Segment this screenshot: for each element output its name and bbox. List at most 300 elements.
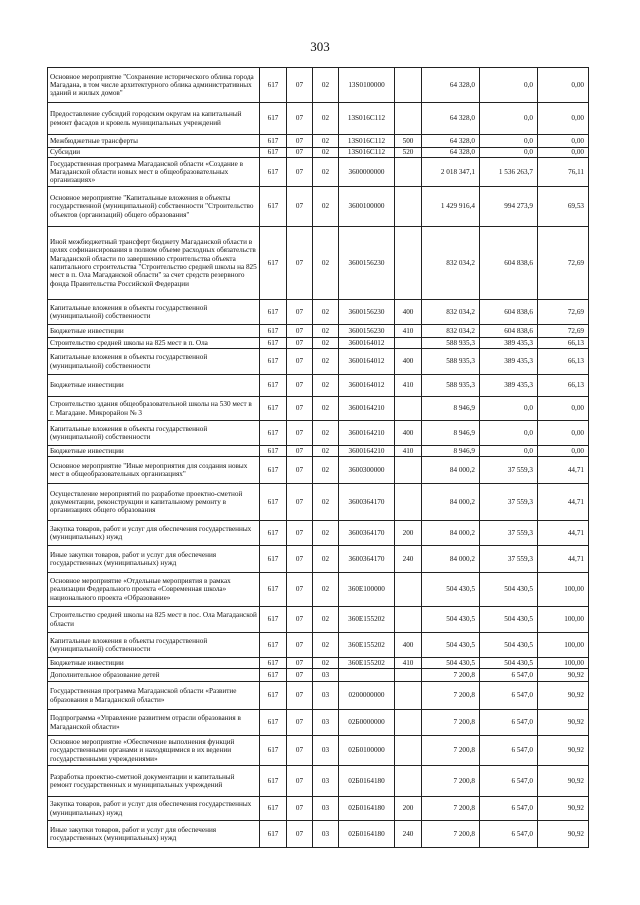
expense-type-code <box>395 158 422 187</box>
actual-amount: 389 435,3 <box>480 375 538 397</box>
subsection-code: 03 <box>313 669 339 682</box>
ministry-code: 617 <box>260 821 287 848</box>
section-code: 07 <box>287 821 313 848</box>
ministry-code: 617 <box>260 325 287 338</box>
target-article-code <box>339 669 395 682</box>
execution-percent: 44,71 <box>538 484 589 521</box>
target-article-code: 13S016C112 <box>339 135 395 148</box>
table-row <box>48 446 589 457</box>
actual-amount: 0,0 <box>480 103 538 135</box>
actual-amount: 6 547,0 <box>480 682 538 710</box>
plan-amount: 1 429 916,4 <box>422 187 480 227</box>
expense-type-code: 520 <box>395 148 422 158</box>
table-row <box>48 821 589 848</box>
table-row <box>48 573 589 607</box>
execution-percent: 90,92 <box>538 766 589 797</box>
subsection-code: 02 <box>313 484 339 521</box>
page-number: 303 <box>310 39 330 54</box>
actual-amount: 6 547,0 <box>480 710 538 736</box>
execution-percent: 90,92 <box>538 710 589 736</box>
actual-amount: 6 547,0 <box>480 821 538 848</box>
target-article-code: 02Б0164180 <box>339 821 395 848</box>
execution-percent: 0,00 <box>538 68 589 103</box>
table-row <box>48 607 589 633</box>
execution-percent: 100,00 <box>538 607 589 633</box>
execution-percent: 90,92 <box>538 682 589 710</box>
target-article-code: 02Б0000000 <box>339 710 395 736</box>
execution-percent: 100,00 <box>538 633 589 658</box>
plan-amount: 8 946,9 <box>422 446 480 457</box>
ministry-code: 617 <box>260 397 287 421</box>
table-row <box>48 349 589 375</box>
target-article-code: 360E155202 <box>339 658 395 669</box>
expense-type-code <box>395 397 422 421</box>
subsection-code: 02 <box>313 633 339 658</box>
ministry-code: 617 <box>260 158 287 187</box>
subsection-code: 02 <box>313 375 339 397</box>
expense-type-code: 410 <box>395 325 422 338</box>
subsection-code: 03 <box>313 766 339 797</box>
ministry-code: 617 <box>260 227 287 300</box>
plan-amount: 504 430,5 <box>422 658 480 669</box>
ministry-code: 617 <box>260 375 287 397</box>
ministry-code: 617 <box>260 148 287 158</box>
expense-type-code: 200 <box>395 521 422 546</box>
ministry-code: 617 <box>260 658 287 669</box>
row-name: Иные закупки товаров, работ и услуг для обеспечения государственных (муниципальных) нужд <box>48 546 260 573</box>
target-article-code: 13S016C112 <box>339 148 395 158</box>
ministry-code: 617 <box>260 710 287 736</box>
row-name: Бюджетные инвестиции <box>48 658 260 669</box>
table-row <box>48 797 589 821</box>
table-row <box>48 484 589 521</box>
subsection-code: 03 <box>313 797 339 821</box>
plan-amount: 504 430,5 <box>422 573 480 607</box>
actual-amount: 37 559,3 <box>480 546 538 573</box>
table-row <box>48 227 589 300</box>
row-name: Строительство средней школы на 825 мест в пос. Ола Магаданской области <box>48 607 260 633</box>
section-code: 07 <box>287 421 313 446</box>
actual-amount: 1 536 263,7 <box>480 158 538 187</box>
section-code: 07 <box>287 375 313 397</box>
row-name: Межбюджетные трансферты <box>48 135 260 148</box>
ministry-code: 617 <box>260 421 287 446</box>
section-code: 07 <box>287 446 313 457</box>
expense-type-code: 500 <box>395 135 422 148</box>
plan-amount: 84 000,2 <box>422 457 480 484</box>
row-name: Бюджетные инвестиции <box>48 375 260 397</box>
execution-percent: 0,00 <box>538 446 589 457</box>
section-code: 07 <box>287 484 313 521</box>
plan-amount: 504 430,5 <box>422 633 480 658</box>
table-row <box>48 658 589 669</box>
table-row <box>48 421 589 446</box>
subsection-code: 02 <box>313 457 339 484</box>
plan-amount: 832 034,2 <box>422 227 480 300</box>
actual-amount: 504 430,5 <box>480 633 538 658</box>
execution-percent: 72,69 <box>538 227 589 300</box>
expense-type-code <box>395 573 422 607</box>
ministry-code: 617 <box>260 669 287 682</box>
execution-percent: 0,00 <box>538 397 589 421</box>
plan-amount: 84 000,2 <box>422 521 480 546</box>
execution-percent: 66,13 <box>538 375 589 397</box>
table-row <box>48 766 589 797</box>
target-article-code: 13S0100000 <box>339 68 395 103</box>
actual-amount: 504 430,5 <box>480 607 538 633</box>
plan-amount: 64 328,0 <box>422 103 480 135</box>
table-row <box>48 300 589 325</box>
section-code: 07 <box>287 300 313 325</box>
target-article-code: 02Б0164180 <box>339 766 395 797</box>
execution-percent: 44,71 <box>538 521 589 546</box>
target-article-code: 360E100000 <box>339 573 395 607</box>
target-article-code: 3600164210 <box>339 446 395 457</box>
row-name: Подпрограмма «Управление развитием отрасли образования в Магаданской области» <box>48 710 260 736</box>
row-name: Закупка товаров, работ и услуг для обеспечения государственных (муниципальных) нужд <box>48 797 260 821</box>
expense-type-code: 400 <box>395 633 422 658</box>
plan-amount: 64 328,0 <box>422 135 480 148</box>
target-article-code: 3600164210 <box>339 421 395 446</box>
subsection-code: 02 <box>313 658 339 669</box>
table-body <box>48 68 589 848</box>
subsection-code: 02 <box>313 349 339 375</box>
expense-type-code: 200 <box>395 797 422 821</box>
plan-amount: 504 430,5 <box>422 607 480 633</box>
table-row <box>48 710 589 736</box>
row-name: Иной межбюджетный трансферт бюджету Магаданской области в целях софинансирования в полном объеме расходных обязательств Магаданской области по завершению строительства объекта капитального строительства "Строительство средней школы на 825 мест в п. Ола Магаданской области" за счет средств резервного фонда Правительства Российской Федерации <box>48 227 260 300</box>
ministry-code: 617 <box>260 68 287 103</box>
plan-amount: 8 946,9 <box>422 421 480 446</box>
actual-amount: 994 273,9 <box>480 187 538 227</box>
budget-table <box>47 67 589 848</box>
ministry-code: 617 <box>260 633 287 658</box>
plan-amount: 64 328,0 <box>422 68 480 103</box>
subsection-code: 03 <box>313 736 339 766</box>
plan-amount: 2 018 347,1 <box>422 158 480 187</box>
actual-amount: 504 430,5 <box>480 658 538 669</box>
plan-amount: 7 200,8 <box>422 736 480 766</box>
ministry-code: 617 <box>260 573 287 607</box>
target-article-code: 360E155202 <box>339 607 395 633</box>
plan-amount: 7 200,8 <box>422 797 480 821</box>
actual-amount: 0,0 <box>480 68 538 103</box>
expense-type-code <box>395 736 422 766</box>
section-code: 07 <box>287 325 313 338</box>
actual-amount: 0,0 <box>480 397 538 421</box>
section-code: 07 <box>287 682 313 710</box>
table-row <box>48 158 589 187</box>
expense-type-code: 410 <box>395 658 422 669</box>
ministry-code: 617 <box>260 446 287 457</box>
section-code: 07 <box>287 633 313 658</box>
section-code: 07 <box>287 607 313 633</box>
section-code: 07 <box>287 103 313 135</box>
row-name: Государственная программа Магаданской области «Развитие образования в Магаданской области» <box>48 682 260 710</box>
subsection-code: 02 <box>313 148 339 158</box>
section-code: 07 <box>287 521 313 546</box>
execution-percent: 69,53 <box>538 187 589 227</box>
section-code: 07 <box>287 546 313 573</box>
actual-amount: 0,0 <box>480 421 538 446</box>
expense-type-code: 400 <box>395 421 422 446</box>
subsection-code: 02 <box>313 607 339 633</box>
plan-amount: 832 034,2 <box>422 300 480 325</box>
expense-type-code: 400 <box>395 349 422 375</box>
execution-percent: 72,69 <box>538 325 589 338</box>
execution-percent: 76,11 <box>538 158 589 187</box>
section-code: 07 <box>287 338 313 349</box>
subsection-code: 02 <box>313 227 339 300</box>
ministry-code: 617 <box>260 187 287 227</box>
expense-type-code <box>395 607 422 633</box>
target-article-code: 3600156230 <box>339 227 395 300</box>
row-name: Бюджетные инвестиции <box>48 325 260 338</box>
row-name: Дополнительное образование детей <box>48 669 260 682</box>
expense-type-code: 410 <box>395 375 422 397</box>
actual-amount: 37 559,3 <box>480 484 538 521</box>
table-row <box>48 736 589 766</box>
section-code: 07 <box>287 457 313 484</box>
execution-percent: 66,13 <box>538 349 589 375</box>
subsection-code: 02 <box>313 300 339 325</box>
section-code: 07 <box>287 187 313 227</box>
expense-type-code <box>395 669 422 682</box>
subsection-code: 02 <box>313 135 339 148</box>
section-code: 07 <box>287 349 313 375</box>
ministry-code: 617 <box>260 349 287 375</box>
actual-amount: 6 547,0 <box>480 797 538 821</box>
section-code: 07 <box>287 736 313 766</box>
target-article-code: 3600364170 <box>339 484 395 521</box>
target-article-code: 3600164012 <box>339 338 395 349</box>
table-row <box>48 546 589 573</box>
row-name: Субсидии <box>48 148 260 158</box>
plan-amount: 7 200,8 <box>422 766 480 797</box>
target-article-code: 02Б0100000 <box>339 736 395 766</box>
section-code: 07 <box>287 135 313 148</box>
subsection-code: 02 <box>313 421 339 446</box>
expense-type-code: 400 <box>395 300 422 325</box>
target-article-code: 3600364170 <box>339 521 395 546</box>
table-row <box>48 375 589 397</box>
row-name: Капитальные вложения в объекты государственной (муниципальной) собственности <box>48 421 260 446</box>
actual-amount: 0,0 <box>480 135 538 148</box>
row-name: Основное мероприятие "Иные мероприятия для создания новых мест в общеобразовательных организациях" <box>48 457 260 484</box>
plan-amount: 64 328,0 <box>422 148 480 158</box>
target-article-code: 3600164012 <box>339 375 395 397</box>
actual-amount: 6 547,0 <box>480 766 538 797</box>
section-code: 07 <box>287 397 313 421</box>
expense-type-code <box>395 68 422 103</box>
row-name: Бюджетные инвестиции <box>48 446 260 457</box>
row-name: Капитальные вложения в объекты государственной (муниципальной) собственности <box>48 633 260 658</box>
execution-percent: 0,00 <box>538 421 589 446</box>
execution-percent: 90,92 <box>538 736 589 766</box>
section-code: 07 <box>287 573 313 607</box>
row-name: Закупка товаров, работ и услуг для обеспечения государственных (муниципальных) нужд <box>48 521 260 546</box>
target-article-code: 02Б0164180 <box>339 797 395 821</box>
section-code: 07 <box>287 766 313 797</box>
ministry-code: 617 <box>260 338 287 349</box>
actual-amount: 604 838,6 <box>480 300 538 325</box>
target-article-code: 0200000000 <box>339 682 395 710</box>
row-name: Строительство средней школы на 825 мест в п. Ола <box>48 338 260 349</box>
target-article-code: 3600000000 <box>339 158 395 187</box>
ministry-code: 617 <box>260 766 287 797</box>
ministry-code: 617 <box>260 135 287 148</box>
subsection-code: 03 <box>313 710 339 736</box>
section-code: 07 <box>287 658 313 669</box>
target-article-code: 13S016C112 <box>339 103 395 135</box>
expense-type-code <box>395 187 422 227</box>
section-code: 07 <box>287 669 313 682</box>
ministry-code: 617 <box>260 607 287 633</box>
actual-amount: 37 559,3 <box>480 457 538 484</box>
section-code: 07 <box>287 797 313 821</box>
section-code: 07 <box>287 227 313 300</box>
table-row <box>48 457 589 484</box>
table-row <box>48 669 589 682</box>
execution-percent: 0,00 <box>538 148 589 158</box>
plan-amount: 7 200,8 <box>422 710 480 736</box>
table-row <box>48 103 589 135</box>
expense-type-code <box>395 457 422 484</box>
plan-amount: 588 935,3 <box>422 338 480 349</box>
row-name: Капитальные вложения в объекты государственной (муниципальной) собственности <box>48 349 260 375</box>
table-row <box>48 187 589 227</box>
subsection-code: 02 <box>313 325 339 338</box>
expense-type-code: 240 <box>395 546 422 573</box>
subsection-code: 02 <box>313 546 339 573</box>
subsection-code: 02 <box>313 446 339 457</box>
ministry-code: 617 <box>260 484 287 521</box>
expense-type-code: 410 <box>395 446 422 457</box>
table-row <box>48 68 589 103</box>
ministry-code: 617 <box>260 546 287 573</box>
execution-percent: 44,71 <box>538 546 589 573</box>
target-article-code: 3600164210 <box>339 397 395 421</box>
execution-percent: 44,71 <box>538 457 589 484</box>
expense-type-code <box>395 682 422 710</box>
actual-amount: 0,0 <box>480 446 538 457</box>
row-name: Основное мероприятие «Обеспечение выполнения функций государственными органами и находящимися в их ведении государственными учреждениями» <box>48 736 260 766</box>
execution-percent: 66,13 <box>538 338 589 349</box>
plan-amount: 84 000,2 <box>422 546 480 573</box>
target-article-code: 3600100000 <box>339 187 395 227</box>
expense-type-code <box>395 766 422 797</box>
section-code: 07 <box>287 158 313 187</box>
expense-type-code <box>395 484 422 521</box>
row-name: Основное мероприятие «Отдельные мероприятия в рамках реализации Федерального проекта «Современная школа» национального проекта «Образование» <box>48 573 260 607</box>
execution-percent: 90,92 <box>538 821 589 848</box>
table-row <box>48 325 589 338</box>
table-row <box>48 148 589 158</box>
row-name: Предоставление субсидий городским округам на капитальный ремонт фасадов и кровель муниципальных учреждений <box>48 103 260 135</box>
expense-type-code <box>395 338 422 349</box>
subsection-code: 03 <box>313 821 339 848</box>
subsection-code: 02 <box>313 68 339 103</box>
plan-amount: 588 935,3 <box>422 349 480 375</box>
subsection-code: 03 <box>313 682 339 710</box>
row-name: Строительство здания общеобразовательной школы на 530 мест в г. Магадане. Микрорайон № 3 <box>48 397 260 421</box>
expense-type-code <box>395 103 422 135</box>
ministry-code: 617 <box>260 736 287 766</box>
target-article-code: 3600156230 <box>339 325 395 338</box>
plan-amount: 832 034,2 <box>422 325 480 338</box>
target-article-code: 3600364170 <box>339 546 395 573</box>
table-row <box>48 397 589 421</box>
execution-percent: 100,00 <box>538 573 589 607</box>
target-article-code: 360E155202 <box>339 633 395 658</box>
actual-amount: 389 435,3 <box>480 338 538 349</box>
row-name: Основное мероприятие "Капитальные вложения в объекты государственной (муниципальной) собственности "Строительство объектов (организаций) общего образования" <box>48 187 260 227</box>
actual-amount: 6 547,0 <box>480 736 538 766</box>
ministry-code: 617 <box>260 797 287 821</box>
row-name: Капитальные вложения в объекты государственной (муниципальной) собственности <box>48 300 260 325</box>
table-row <box>48 521 589 546</box>
actual-amount: 0,0 <box>480 148 538 158</box>
plan-amount: 8 946,9 <box>422 397 480 421</box>
subsection-code: 02 <box>313 158 339 187</box>
plan-amount: 588 935,3 <box>422 375 480 397</box>
table-row <box>48 338 589 349</box>
execution-percent: 0,00 <box>538 135 589 148</box>
table-row <box>48 633 589 658</box>
actual-amount: 6 547,0 <box>480 669 538 682</box>
row-name: Иные закупки товаров, работ и услуг для обеспечения государственных (муниципальных) нужд <box>48 821 260 848</box>
subsection-code: 02 <box>313 338 339 349</box>
actual-amount: 389 435,3 <box>480 349 538 375</box>
ministry-code: 617 <box>260 457 287 484</box>
execution-percent: 100,00 <box>538 658 589 669</box>
row-name: Разработка проектно-сметной документации и капитальный ремонт государственных и муниципальных учреждений <box>48 766 260 797</box>
ministry-code: 617 <box>260 300 287 325</box>
actual-amount: 604 838,6 <box>480 325 538 338</box>
table-row <box>48 682 589 710</box>
target-article-code: 3600300000 <box>339 457 395 484</box>
execution-percent: 0,00 <box>538 103 589 135</box>
actual-amount: 504 430,5 <box>480 573 538 607</box>
subsection-code: 02 <box>313 397 339 421</box>
section-code: 07 <box>287 68 313 103</box>
subsection-code: 02 <box>313 573 339 607</box>
expense-type-code: 240 <box>395 821 422 848</box>
plan-amount: 7 200,8 <box>422 821 480 848</box>
subsection-code: 02 <box>313 103 339 135</box>
subsection-code: 02 <box>313 187 339 227</box>
expense-type-code <box>395 227 422 300</box>
execution-percent: 90,92 <box>538 797 589 821</box>
ministry-code: 617 <box>260 521 287 546</box>
actual-amount: 37 559,3 <box>480 521 538 546</box>
plan-amount: 84 000,2 <box>422 484 480 521</box>
subsection-code: 02 <box>313 521 339 546</box>
ministry-code: 617 <box>260 103 287 135</box>
execution-percent: 90,92 <box>538 669 589 682</box>
plan-amount: 7 200,8 <box>422 682 480 710</box>
actual-amount: 604 838,6 <box>480 227 538 300</box>
expense-type-code <box>395 710 422 736</box>
row-name: Основное мероприятие "Сохранение исторического облика города Магадана, в том числе архитектурного облика административных зданий и жилых домов" <box>48 68 260 103</box>
row-name: Государственная программа Магаданской области «Создание в Магаданской области новых мест в общеобразовательных организациях» <box>48 158 260 187</box>
section-code: 07 <box>287 148 313 158</box>
target-article-code: 3600164012 <box>339 349 395 375</box>
ministry-code: 617 <box>260 682 287 710</box>
target-article-code: 3600156230 <box>339 300 395 325</box>
row-name: Осуществление мероприятий по разработке проектно-сметной документации, реконструкции и капитальному ремонту в организациях общего образования <box>48 484 260 521</box>
section-code: 07 <box>287 710 313 736</box>
